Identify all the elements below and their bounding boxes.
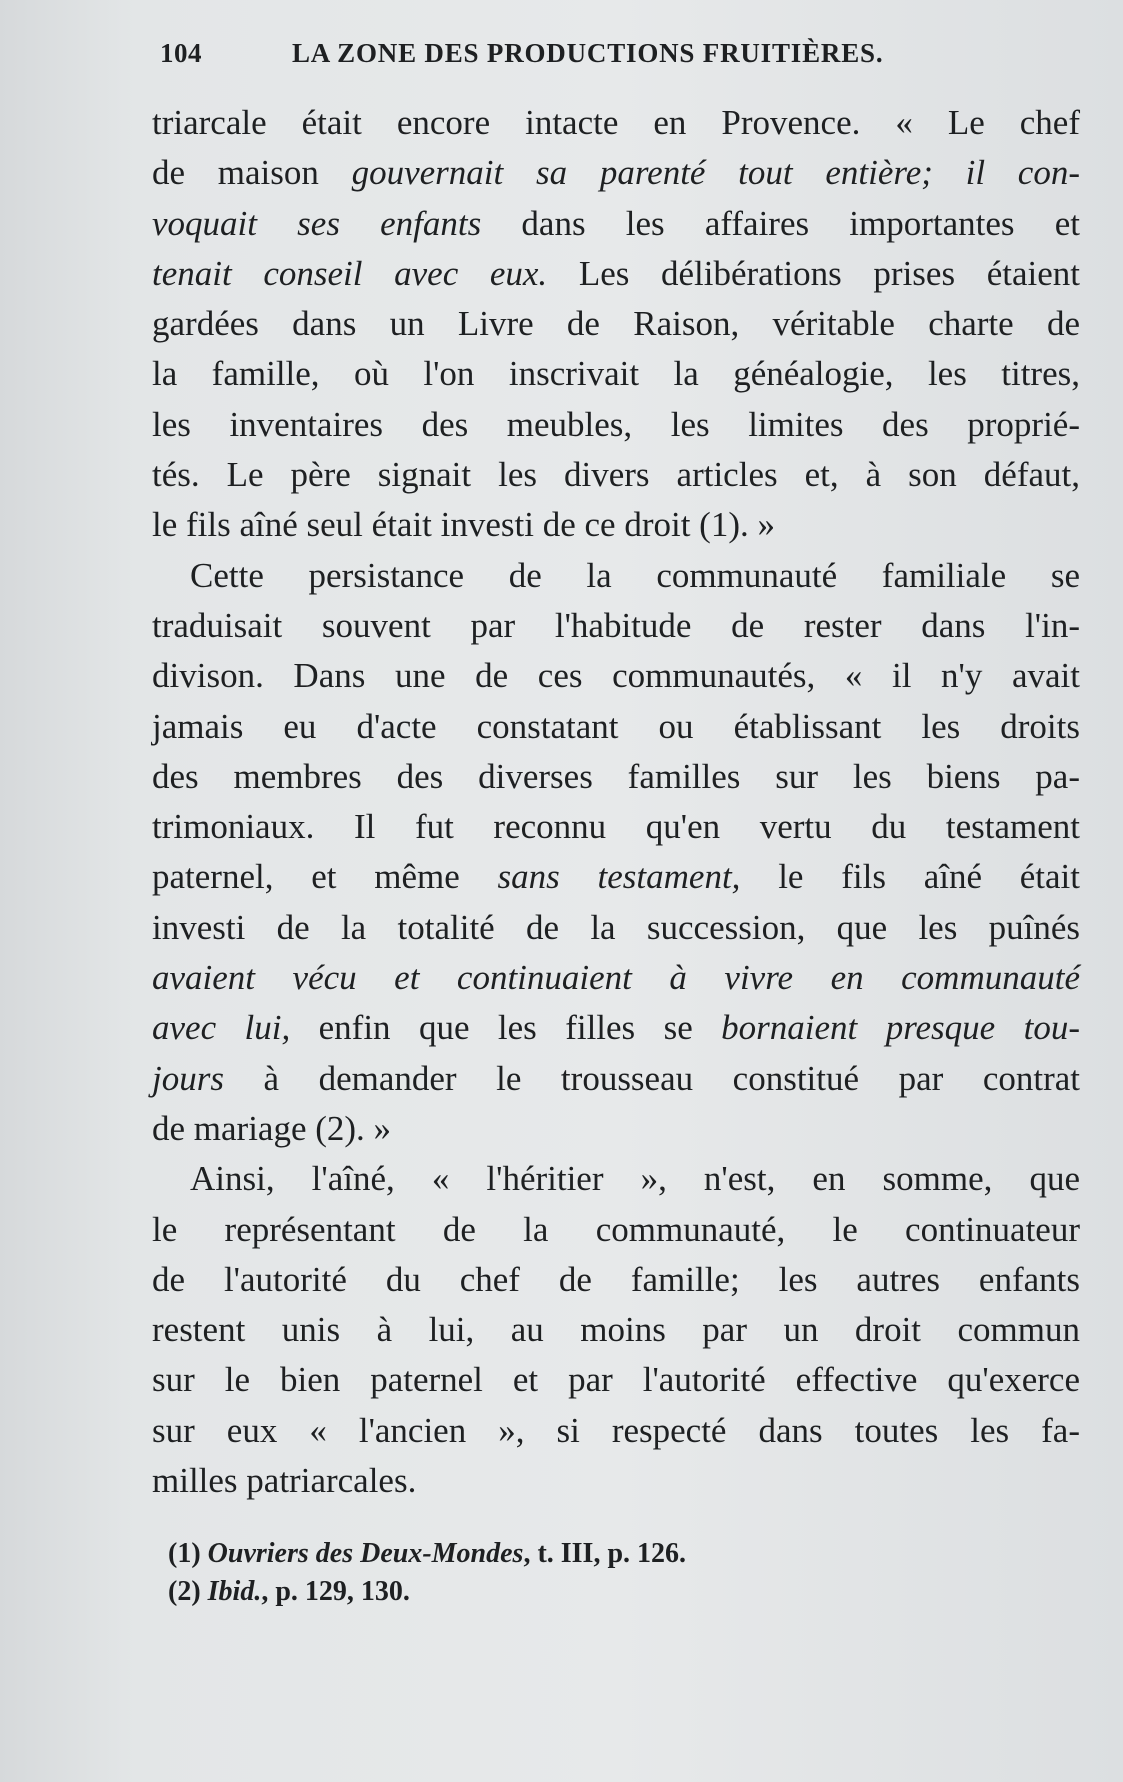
- text-line: de maison gouvernait sa parenté tout entière; il con-: [152, 153, 1080, 193]
- text-line: investi de la totalité de la succession, que les puînés: [152, 907, 1080, 947]
- footnotes: [168, 1535, 868, 1611]
- text-line: divison. Dans une de ces communautés, « il n'y avait: [152, 656, 1080, 696]
- text-line: le fils aîné seul était investi de ce droit (1). »: [152, 505, 775, 545]
- footnote: (2) Ibid., p. 129, 130.: [168, 1576, 410, 1607]
- running-head: [160, 38, 960, 78]
- text-line: milles patriarcales.: [152, 1461, 417, 1501]
- text-line: sur eux « l'ancien », si respecté dans toutes les fa-: [152, 1410, 1080, 1450]
- text-line: jamais eu d'acte constatant ou établissant les droits: [152, 706, 1080, 746]
- text-line: tenait conseil avec eux. Les délibérations prises étaient: [152, 253, 1080, 293]
- text-line: triarcale était encore intacte en Provence. « Le chef: [152, 103, 1080, 142]
- text-line: la famille, où l'on inscrivait la généalogie, les titres,: [152, 354, 1080, 394]
- chapter-title: LA ZONE DES PRODUCTIONS FRUITIÈRES.: [292, 38, 884, 68]
- page-number: 104: [160, 38, 202, 68]
- text-line: les inventaires des meubles, les limites des proprié-: [152, 404, 1080, 444]
- paragraph-start: Cette persistance de la communauté familiale se: [190, 555, 1080, 595]
- text-line: trimoniaux. Il fut reconnu qu'en vertu du testament: [152, 807, 1080, 847]
- text-line: jours à demander le trousseau constitué par contrat: [152, 1058, 1080, 1098]
- text-line: de mariage (2). »: [152, 1108, 392, 1148]
- text-line: le représentant de la communauté, le continuateur: [152, 1209, 1080, 1249]
- footnote: (1) Ouvriers des Deux-Mondes, t. III, p. 126.: [168, 1538, 687, 1569]
- text-line: traduisait souvent par l'habitude de rester dans l'in-: [152, 605, 1080, 645]
- text-line: de l'autorité du chef de famille; les autres enfants: [152, 1259, 1080, 1299]
- text-line: avec lui, enfin que les filles se bornaient presque tou-: [152, 1008, 1080, 1048]
- text-line: avaient vécu et continuaient à vivre en communauté: [152, 958, 1080, 998]
- paragraph-start: Ainsi, l'aîné, « l'héritier », n'est, en somme, que: [190, 1159, 1080, 1199]
- text-line: paternel, et même sans testament, le fils aîné était: [152, 857, 1081, 897]
- text-line: gardées dans un Livre de Raison, véritable charte de: [152, 304, 1080, 344]
- text-line: restent unis à lui, au moins par un droit commun: [152, 1310, 1080, 1350]
- body-text: [152, 98, 1080, 1506]
- text-line: sur le bien paternel et par l'autorité effective qu'exerce: [152, 1360, 1080, 1400]
- text-line: tés. Le père signait les divers articles et, à son défaut,: [152, 455, 1080, 495]
- text-line: des membres des diverses familles sur les biens pa-: [152, 756, 1080, 796]
- text-line: voquait ses enfants dans les affaires importantes et: [152, 203, 1080, 243]
